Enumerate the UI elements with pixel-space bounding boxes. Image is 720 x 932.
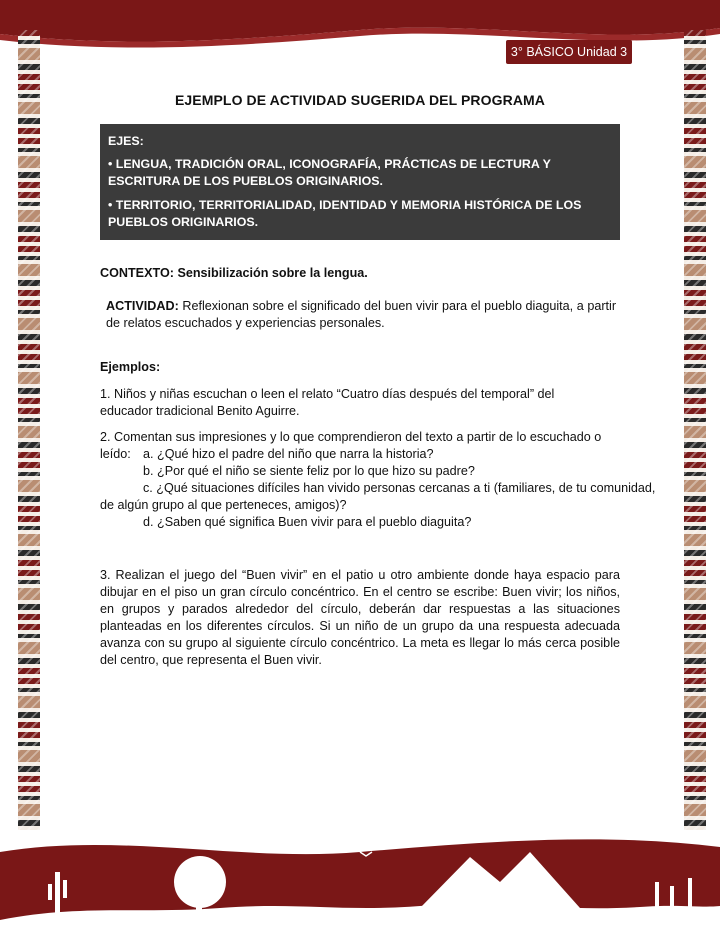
grade-unit-badge: 3° BÁSICO Unidad 3 — [506, 40, 632, 64]
actividad-paragraph — [106, 298, 616, 332]
ejes-heading: EJES: — [108, 134, 144, 148]
ejemplo-item-3: 3. Realizan el juego del “Buen vivir” en el patio u otro ambiente donde haya espacio para dibujar en el piso un gran círculo concéntrico. En el centro se escribe: Buen vivir; los niños, en grupos y parados alrededor del círculo, deberán dar respuestas a las situaciones planteadas en los diferentes círculos. Si un niño de un grupo da una respuesta adecuada avanza con su grupo al siguiente círculo concéntrico. La meta es llegar lo más cerca posible del centro, que representa el Buen vivir. — [100, 568, 620, 667]
right-pattern-border — [684, 30, 706, 830]
ejemplo-item-1: 1. Niños y niñas escuchan o leen el relato “Cuatro días después del temporal” del educador tradicional Benito Aguirre. — [100, 387, 555, 418]
ejemplo-sub-a: a. ¿Qué hizo el padre del niño que narra la historia? — [143, 447, 434, 461]
ejes-item: • LENGUA, TRADICIÓN ORAL, ICONOGRAFÍA, PRÁCTICAS DE LECTURA Y ESCRITURA DE LOS PUEBLOS ORIGINARIOS. — [108, 157, 551, 188]
ejemplo-sub-c: c. ¿Qué situaciones difíciles han vivido personas cercanas a ti (familiares, de tu comunidad, — [143, 481, 656, 495]
ejemplo-sub-c-cont: de algún grupo al que perteneces, amigos)? — [100, 498, 347, 512]
ejes-item: • TERRITORIO, TERRITORIALIDAD, IDENTIDAD Y MEMORIA HISTÓRICA DE LOS PUEBLOS ORIGINARIOS. — [108, 198, 582, 229]
actividad-label: ACTIVIDAD: — [106, 299, 179, 313]
contexto-label: CONTEXTO: — [100, 266, 174, 280]
contexto-line — [100, 265, 368, 282]
actividad-text: Reflexionan sobre el significado del buen vivir para el pueblo diaguita, a partir de relatos escuchados y experiencias personales. — [106, 299, 617, 330]
left-pattern-border — [18, 30, 40, 830]
ejemplo-sub-b: b. ¿Por qué el niño se siente feliz por lo que hizo su padre? — [143, 464, 475, 478]
bottom-landscape-illustration — [0, 812, 720, 932]
ejes-box — [100, 124, 620, 240]
ejemplo-item-2: 2. Comentan sus impresiones y lo que comprendieron del texto a partir de lo escuchado o leído: — [100, 430, 602, 461]
contexto-text: Sensibilización sobre la lengua. — [177, 266, 368, 280]
page-title: EJEMPLO DE ACTIVIDAD SUGERIDA DEL PROGRAMA — [174, 92, 546, 108]
ejemplos-heading: Ejemplos: — [100, 360, 161, 374]
ejemplo-sub-d: d. ¿Saben qué significa Buen vivir para el pueblo diaguita? — [143, 515, 472, 529]
